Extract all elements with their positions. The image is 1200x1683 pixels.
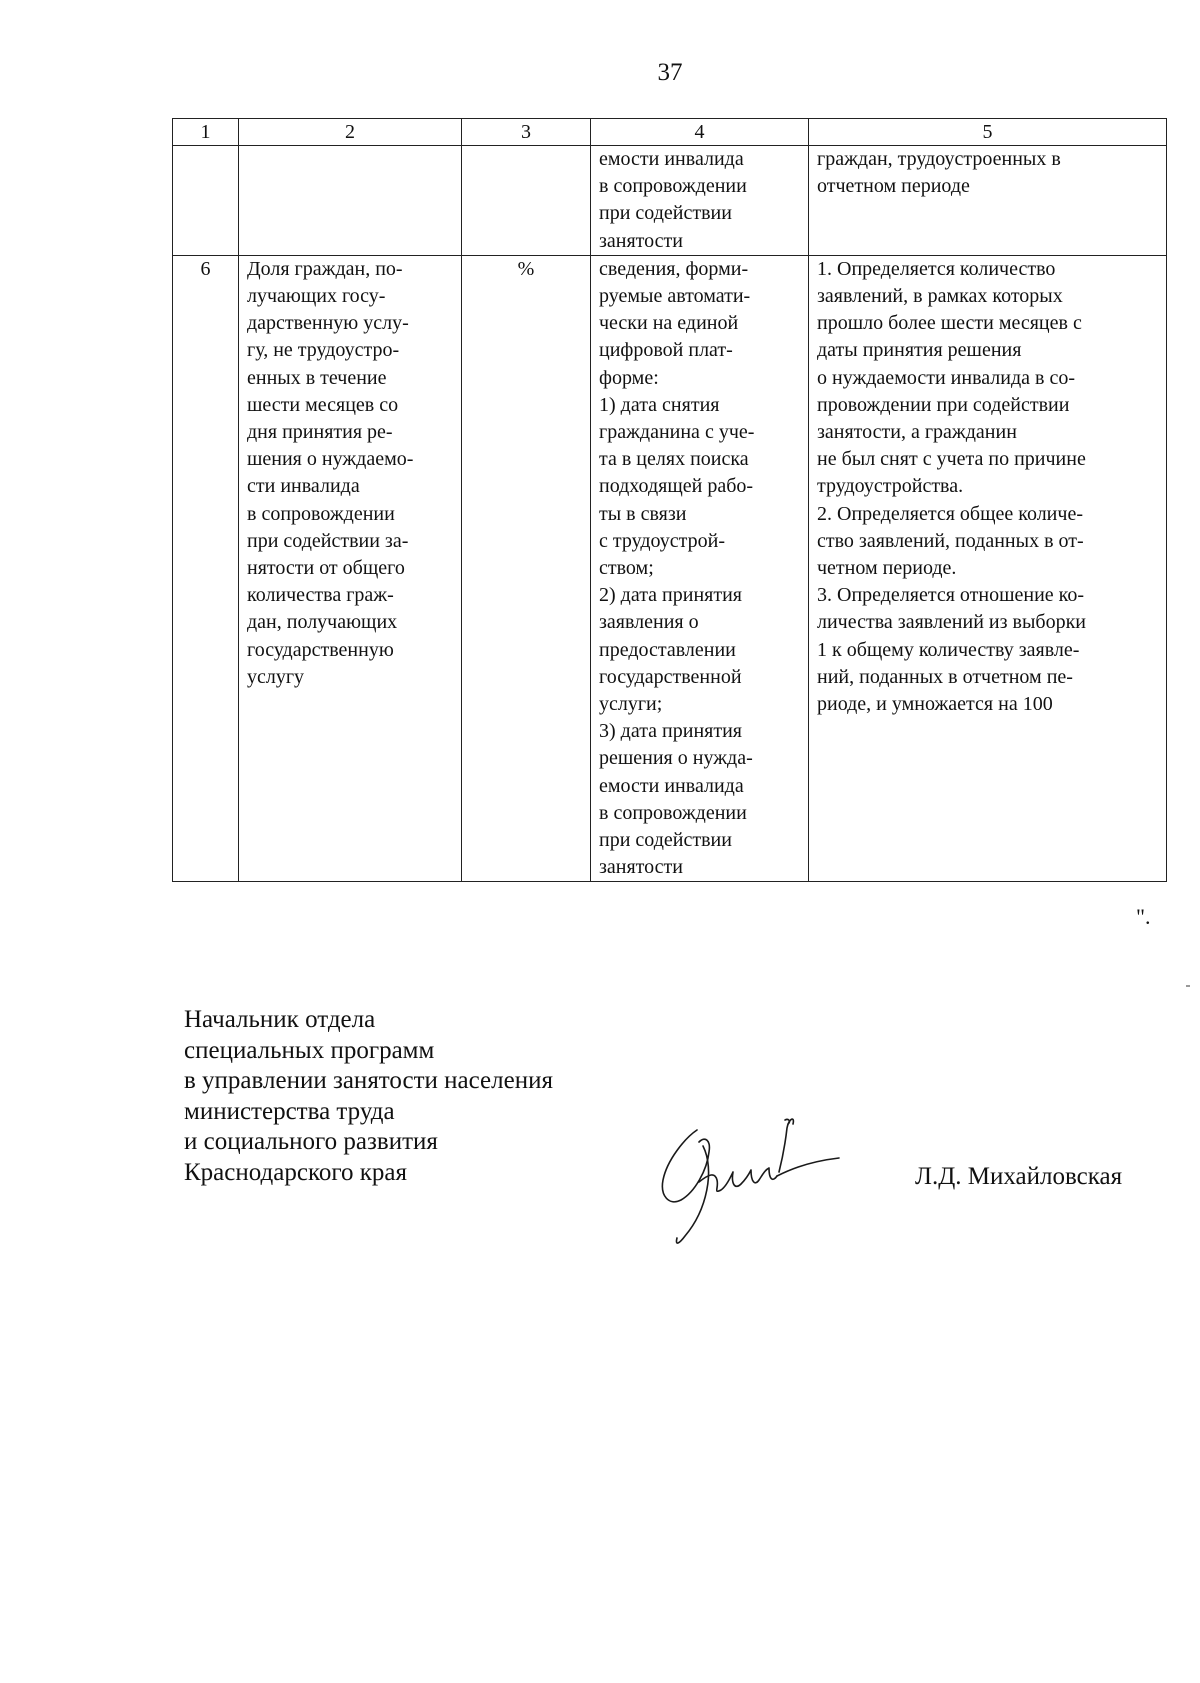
- data-source-cell: [591, 146, 809, 256]
- table-row: [173, 146, 1167, 256]
- signer-position-line: министерства труда: [184, 1097, 395, 1125]
- cell-line: четном периоде.: [817, 557, 957, 580]
- cell-line: отчетном периоде: [817, 175, 970, 198]
- cell-line: ний, поданных в отчетном пе-: [817, 665, 1073, 688]
- cell-line: нятости от общего: [247, 557, 405, 580]
- cell-line: количества граж-: [247, 584, 394, 607]
- cell-line: шения о нуждаемо-: [247, 448, 414, 471]
- cell-line: 2) дата принятия: [599, 584, 743, 607]
- cell-line: %: [517, 257, 535, 280]
- cell-line: подходящей рабо-: [599, 475, 754, 498]
- cell-line: в сопровождении: [247, 502, 395, 525]
- indicator-name-cell: [239, 255, 462, 882]
- cell-line: гу, не трудоустро-: [247, 339, 400, 362]
- scan-edge-mark: [1186, 985, 1190, 987]
- cell-line: шести месяцев со: [247, 393, 399, 416]
- cell-line: в сопровождении: [599, 801, 747, 824]
- cell-line: заявления о: [599, 611, 699, 634]
- cell-line: 3. Определяется отношение ко-: [817, 584, 1085, 607]
- cell-line: при содействии за-: [247, 529, 409, 552]
- calculation-method-cell: [809, 146, 1167, 256]
- cell-line: 1 к общему количеству заявле-: [817, 638, 1080, 661]
- cell-line: та в целях поиска: [599, 448, 749, 471]
- cell-line: ты в связи: [599, 502, 687, 525]
- header-cell-3: 3: [462, 119, 591, 146]
- cell-line: дня принятия ре-: [247, 421, 393, 444]
- cell-line: занятости: [599, 856, 683, 879]
- cell-line: государственную: [247, 638, 394, 661]
- signer-name: Л.Д. Михайловская: [915, 1163, 1123, 1190]
- cell-line: с трудоустрой-: [599, 529, 725, 552]
- cell-line: дан, получающих: [247, 611, 398, 634]
- closing-quote-mark: ".: [1136, 904, 1151, 929]
- cell-line: 1) дата снятия: [599, 393, 720, 416]
- cell-line: ство заявлений, поданных в от-: [817, 529, 1084, 552]
- cell-line: услугу: [247, 665, 305, 688]
- table-row: [173, 255, 1167, 882]
- header-cell-5: 5: [809, 119, 1167, 146]
- signer-position-line: Начальник отдела: [184, 1006, 376, 1033]
- cell-line: енных в течение: [247, 366, 387, 389]
- cell-line: не был снят с учета по причине: [817, 448, 1086, 471]
- indicator-name-cell: [239, 146, 462, 256]
- data-source-cell: [591, 255, 809, 882]
- cell-line: 3) дата принятия: [599, 720, 743, 743]
- indicator-table: [172, 118, 1167, 882]
- cell-line: государственной: [599, 665, 742, 688]
- cell-line: трудоустройства.: [817, 475, 964, 498]
- cell-line: при содействии: [599, 829, 732, 852]
- cell-line: дарственную услу-: [247, 312, 409, 335]
- cell-line: ством;: [599, 557, 654, 580]
- cell-line: занятости, а гражданин: [817, 421, 1017, 444]
- calculation-method-cell: [809, 255, 1167, 882]
- cell-line: Доля граждан, по-: [247, 257, 403, 280]
- table-header-row: [173, 119, 1167, 146]
- unit-cell: [462, 146, 591, 256]
- header-cell-1: 1: [173, 119, 239, 146]
- cell-line: в сопровождении: [599, 175, 747, 198]
- signer-position-block: [184, 1005, 553, 1188]
- row-number-cell: [173, 146, 239, 256]
- cell-line: 2. Определяется общее количе-: [817, 502, 1083, 525]
- cell-line: гражданина с уче-: [599, 421, 755, 444]
- cell-line: при содействии: [599, 202, 732, 225]
- cell-line: форме:: [599, 366, 659, 389]
- cell-line: прошло более шести месяцев с: [817, 312, 1082, 335]
- cell-line: 1. Определяется количество: [817, 257, 1056, 280]
- cell-line: даты принятия решения: [817, 339, 1022, 362]
- unit-cell: [462, 255, 591, 882]
- page-number: 37: [657, 59, 683, 86]
- signer-position-line: и социального развития: [184, 1128, 438, 1155]
- cell-line: личества заявлений из выборки: [817, 611, 1086, 634]
- cell-line: лучающих госу-: [247, 285, 386, 308]
- row-number-cell: [173, 255, 239, 882]
- handwritten-signature: [655, 1110, 895, 1260]
- cell-line: емости инвалида: [599, 774, 744, 797]
- cell-line: цифровой плат-: [599, 339, 733, 362]
- cell-line: сведения, форми-: [599, 257, 749, 280]
- cell-line: граждан, трудоустроенных в: [817, 148, 1061, 170]
- cell-line: предоставлении: [599, 638, 736, 661]
- header-cell-4: 4: [591, 119, 809, 146]
- cell-line: заявлений, в рамках которых: [817, 285, 1063, 308]
- cell-line: емости инвалида: [599, 148, 744, 170]
- cell-line: риоде, и умножается на 100: [817, 693, 1053, 716]
- cell-line: о нуждаемости инвалида в со-: [817, 366, 1076, 389]
- cell-line: руемые автомати-: [599, 285, 751, 308]
- cell-line: чески на единой: [599, 312, 739, 335]
- header-cell-2: 2: [239, 119, 462, 146]
- cell-line: решения о нужда-: [599, 747, 753, 770]
- cell-line: услуги;: [599, 693, 663, 716]
- cell-line: 6: [200, 257, 211, 280]
- signer-position-line: специальных программ: [184, 1036, 435, 1064]
- signer-position-line: Краснодарского края: [184, 1158, 407, 1186]
- cell-line: занятости: [599, 229, 683, 252]
- signer-position-line: в управлении занятости населения: [184, 1067, 553, 1094]
- cell-line: сти инвалида: [247, 475, 360, 498]
- cell-line: провождении при содействии: [817, 393, 1070, 416]
